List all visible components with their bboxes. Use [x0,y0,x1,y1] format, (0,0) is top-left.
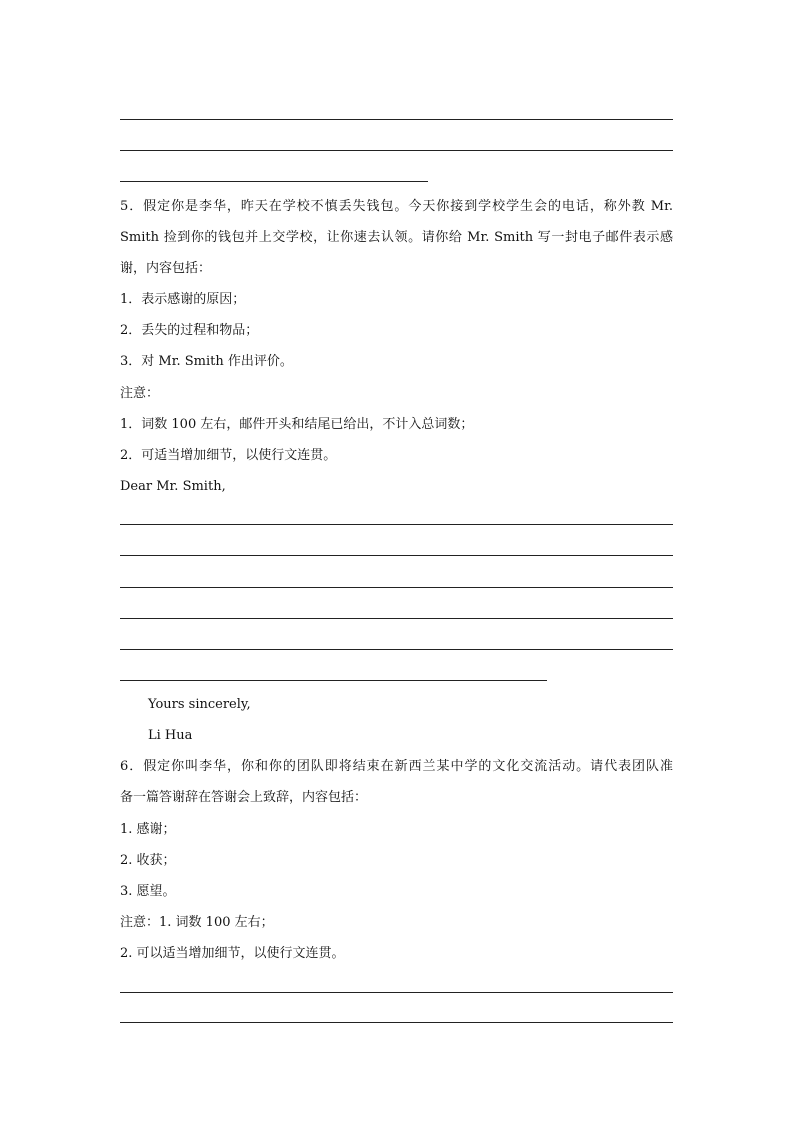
answer-line [120,524,673,525]
answer-line [120,1022,673,1023]
answer-line [120,587,673,588]
answer-line [120,618,673,619]
q6-prompt-line-2: 备一篇答谢辞在答谢会上致辞，内容包括： [120,790,368,805]
q6-prompt-line-1: 6．假定你叫李华，你和你的团队即将结束在新西兰某中学的文化交流活动。请代表团队准 [120,759,673,774]
answer-line [120,181,428,182]
q5-point-3: 3．对 Mr. Smith 作出评价。 [120,354,293,369]
q5-note-2: 2．可适当增加细节，以使行文连贯。 [120,448,337,463]
q5-prompt-line-1: 5．假定你是李华，昨天在学校不慎丢失钱包。今天你接到学校学生会的电话，称外教 Mr. [120,199,673,214]
answer-line [120,555,673,556]
q6-note-line-1: 注意：1. 词数 100 左右； [120,915,274,930]
q5-note-1: 1．词数 100 左右，邮件开头和结尾已给出，不计入总词数； [120,417,474,432]
q5-prompt-line-2: Smith 捡到你的钱包并上交学校，让你速去认领。请你给 Mr. Smith 写一封电子邮件表示感 [120,230,673,245]
q5-closing: Yours sincerely, [148,697,251,712]
q5-signature: Li Hua [148,728,193,743]
q5-point-2: 2．丢失的过程和物品； [120,323,259,338]
answer-line [120,150,673,151]
q6-point-2: 2. 收获； [120,853,176,868]
q6-point-3: 3. 愿望。 [120,884,176,899]
q5-point-1: 1．表示感谢的原因； [120,292,246,307]
q5-note-label: 注意： [120,386,160,401]
q6-point-1: 1. 感谢； [120,822,176,837]
answer-line [120,992,673,993]
answer-line [120,649,673,650]
answer-line [120,680,547,681]
answer-line [120,119,673,120]
q6-note-line-2: 2. 可以适当增加细节，以使行文连贯。 [120,946,345,961]
q5-prompt-line-3: 谢，内容包括： [120,261,212,276]
q5-salutation: Dear Mr. Smith, [120,479,226,494]
